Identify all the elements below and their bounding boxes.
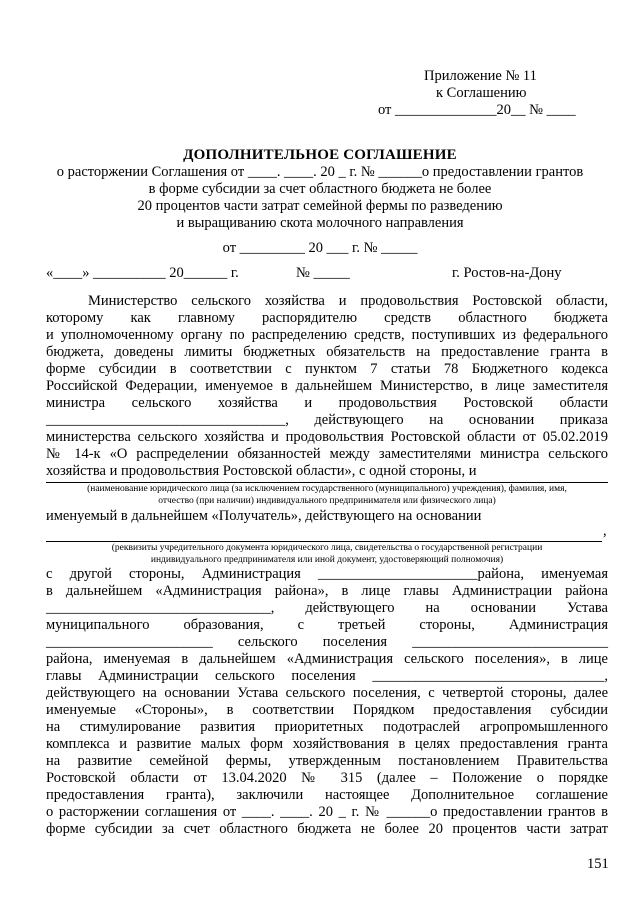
requisites-comma: , [603, 523, 607, 539]
subtitle-date: от _________ 20 ___ г. № _____ [222, 240, 418, 256]
para2-line: в дальнейшем «Администрация района», в лице главы Администрации района [46, 583, 608, 599]
para1-line: министра сельского хозяйства и продовольствия Ростовской области [46, 395, 608, 411]
page-number: 151 [587, 856, 609, 872]
agreement-city: г. Ростов-на-Дону [452, 265, 562, 281]
requisites-note-line-2: индивидуального предпринимателя или иной документ, удостоверяющий полномочия) [150, 555, 504, 565]
para2-line: с другой стороны, Администрация ______________________района, именуемая [46, 566, 608, 582]
para2-line: Ростовской области от 13.04.2020 № 315 (далее – Положение о порядке [46, 770, 608, 786]
requisites-note-line-1: (реквизиты учредительного документа юридического лица, свидетельства о государственной регистрации [111, 543, 543, 553]
subtitle-line-4: и выращиванию скота молочного направления [176, 215, 464, 231]
document-title: ДОПОЛНИТЕЛЬНОЕ СОГЛАШЕНИЕ [183, 147, 457, 163]
para2-line: главы Администрации сельского поселения ________________________________, [46, 668, 608, 684]
para1-line: _________________________________, действующего на основании приказа [46, 412, 608, 428]
subtitle-line-2: в форме субсидии за счет областного бюджета не более [148, 181, 492, 197]
para2-line: именуемые «Стороны», в соответствии Порядком предоставления субсидии [46, 702, 608, 718]
recipient-line: именуемый в дальнейшем «Получатель», действующего на основании [46, 508, 482, 524]
para2-line: комплекса и развитие малых форм хозяйствования в целях предоставления гранта [46, 736, 608, 752]
agreement-number: № _____ [296, 265, 350, 281]
para2-line: района, именуемая в дальнейшем «Администрация сельского поселения», в лице [46, 651, 608, 667]
recipient-note-line-2: отчество (при наличии) индивидуального предпринимателя или физического лица) [158, 496, 496, 506]
para2-line: о расторжении соглашения от ____. ____. 20 _ г. № ______о предоставлении грантов в [46, 804, 608, 820]
recipient-note-line-1: (наименование юридического лица (за исключением государственного (муниципального) учреждения), фамилия, имя, [87, 484, 567, 494]
para1-line: министерства сельского хозяйства и продовольствия Ростовской области от 05.02.2019 [46, 429, 608, 445]
para1-line: которому как главному распорядителю средств областного бюджета [46, 310, 608, 326]
para1-line: № 14-к «О распределении обязанностей между заместителями министра сельского [46, 446, 608, 462]
para2-line: муниципального образования, с третьей стороны, Администрация [46, 617, 608, 633]
subtitle-line-3: 20 процентов части затрат семейной фермы по разведению [137, 198, 503, 214]
para2-line: _______________________________, действующего на основании Устава [46, 600, 608, 616]
appendix-line-1: Приложение № 11 [424, 68, 537, 84]
appendix-line-3: от ______________20__ № ____ [378, 102, 576, 118]
para2-line: форме субсидии за счет областного бюджета не более 20 процентов части затрат [46, 821, 608, 837]
para1-line: хозяйства и продовольствия Ростовской области», с одной стороны, и [46, 463, 477, 479]
para2-line: предоставления гранта), заключили настоящее Дополнительное соглашение [46, 787, 608, 803]
para1-line: бюджета, доведены лимиты бюджетных обязательств на предоставление гранта в [46, 344, 608, 360]
para1-line: Министерство сельского хозяйства и продовольствия Ростовской области, [88, 293, 608, 309]
para1-line: и уполномоченному органу по распределению средств, поступивших из федерального [46, 327, 608, 343]
para2-line: действующего на основании Устава сельского поселения, с четвертой стороны, далее [46, 685, 608, 701]
para2-line: на развитие семейной фермы, утвержденным постановлением Правительства [46, 753, 608, 769]
para2-line: _______________________ сельского поселения ___________________________ [46, 634, 608, 650]
para1-line: форме субсидии в соответствии с пунктом 7 статьи 78 Бюджетного кодекса [46, 361, 608, 377]
para1-line: Российской Федерации, именуемое в дальнейшем Министерство, в лице заместителя [46, 378, 608, 394]
para2-line: на стимулирование развития приоритетных подотраслей агропромышленного [46, 719, 608, 735]
subtitle-line-1: о расторжении Соглашения от ____. ____. 20 _ г. № ______о предоставлении грантов [56, 164, 584, 180]
agreement-date: «____» __________ 20______ г. [46, 265, 239, 281]
appendix-line-2: к Соглашению [436, 85, 527, 101]
